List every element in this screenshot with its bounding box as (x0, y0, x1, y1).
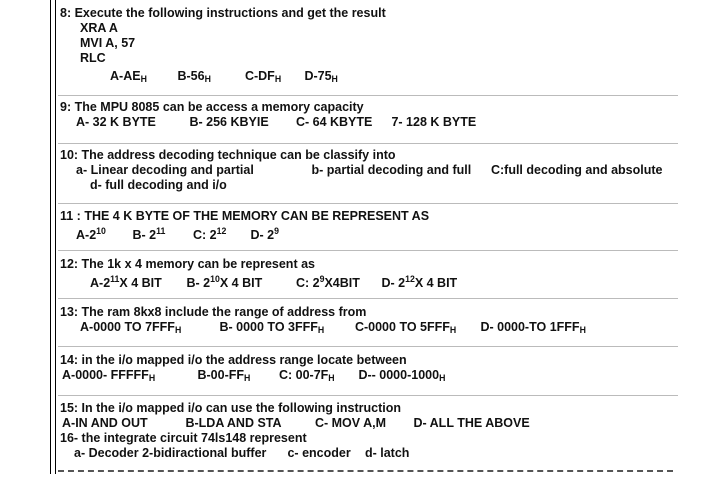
question-14 (60, 353, 445, 386)
question-12-option-c: C: 29X4BIT (295, 274, 360, 290)
question-10-title: 10: The address decoding technique can be classify into (60, 148, 396, 162)
question-12-option-a: A-211X 4 BIT (90, 274, 162, 290)
question-11-option-b: B- 211 (132, 226, 166, 242)
question-10-option-c: C:full decoding and absolute (490, 163, 663, 177)
left-border-inner (55, 0, 56, 474)
question-14-option-a: A-0000- FFFFFH (62, 368, 156, 383)
question-14-option-d: D-- 0000-1000H (358, 368, 446, 383)
question-13 (60, 305, 586, 338)
question-15-option-a: A-IN AND OUT (62, 416, 148, 430)
question-15-option-d: D- ALL THE ABOVE (413, 416, 530, 430)
question-8-options (60, 69, 386, 87)
question-11-options (60, 224, 429, 243)
question-11 (60, 209, 429, 243)
question-13-option-d: D- 0000-TO 1FFFH (480, 320, 586, 335)
question-16-option-d: d- latch (364, 446, 410, 460)
question-8-title: 8: Execute the following instructions and get the result (60, 6, 386, 20)
question-12-option-d: D- 212X 4 BIT (381, 274, 458, 290)
question-9-option-a: A- 32 K BYTE (76, 115, 156, 129)
question-15-option-b: B-LDA AND STA (185, 416, 282, 430)
question-9-option-c: C- 64 KBYTE (295, 115, 373, 129)
divider (58, 250, 678, 251)
question-15-options (60, 416, 530, 431)
divider (58, 203, 678, 204)
question-11-option-c: C: 212 (192, 226, 227, 242)
left-border-outer (50, 0, 51, 474)
question-8-code-3: RLC (80, 51, 106, 65)
question-8 (60, 6, 386, 87)
question-14-options (60, 368, 445, 386)
question-11-option-d: D- 29 (250, 226, 279, 242)
question-14-title: 14: in the i/o mapped i/o the address range locate between (60, 353, 407, 367)
dashed-separator (58, 470, 673, 472)
question-8-option-b: B-56H (177, 69, 211, 84)
question-16-title: 16- the integrate circuit 74ls148 represent (60, 431, 307, 445)
question-10-option-b: b- partial decoding and full (311, 163, 472, 177)
question-10 (60, 148, 663, 193)
question-9 (60, 100, 476, 130)
question-10-option-d: d- full decoding and i/o (90, 178, 227, 192)
question-11-option-a: A-210 (76, 226, 106, 242)
question-13-options (60, 320, 586, 338)
question-15 (60, 401, 530, 431)
divider (58, 298, 678, 299)
question-9-options (60, 115, 476, 130)
question-13-option-a: A-0000 TO 7FFFH (80, 320, 182, 335)
question-8-option-a: A-AEH (110, 69, 147, 84)
question-12 (60, 257, 457, 291)
divider (58, 143, 678, 144)
question-8-code-1: XRA A (80, 21, 118, 35)
question-9-option-d: 7- 128 K BYTE (391, 115, 477, 129)
question-9-option-b: B- 256 KBYIE (189, 115, 269, 129)
question-16 (60, 431, 409, 461)
divider (58, 95, 678, 96)
question-12-title: 12: The 1k x 4 memory can be represent as (60, 257, 315, 271)
question-10-options-line-1 (60, 163, 663, 178)
question-9-title: 9: The MPU 8085 can be access a memory capacity (60, 100, 364, 114)
question-11-title: 11 : THE 4 K BYTE OF THE MEMORY CAN BE REPRESENT AS (60, 209, 430, 223)
question-15-option-c: C- MOV A,M (314, 416, 387, 430)
question-15-title: 15: In the i/o mapped i/o can use the following instruction (60, 401, 401, 415)
question-16-option-a: a- Decoder 2-bidiractional buffer (74, 446, 267, 460)
question-13-option-b: B- 0000 TO 3FFFH (219, 320, 325, 335)
question-13-title: 13: The ram 8kx8 include the range of address from (60, 305, 367, 319)
question-14-option-b: B-00-FFH (197, 368, 251, 383)
question-8-option-d: D-75H (304, 69, 338, 84)
question-8-code-2: MVI A, 57 (80, 36, 136, 50)
question-12-options (60, 272, 457, 291)
question-8-option-c: C-DFH (244, 69, 282, 84)
divider (58, 346, 678, 347)
question-14-option-c: C: 00-7FH (278, 368, 335, 383)
question-13-option-c: C-0000 TO 5FFFH (354, 320, 457, 335)
question-16-option-c: c- encoder (287, 446, 351, 460)
divider (58, 395, 678, 396)
question-12-option-b: B- 210X 4 BIT (186, 274, 263, 290)
question-16-options (60, 446, 409, 461)
question-10-option-a: a- Linear decoding and partial (76, 163, 254, 177)
